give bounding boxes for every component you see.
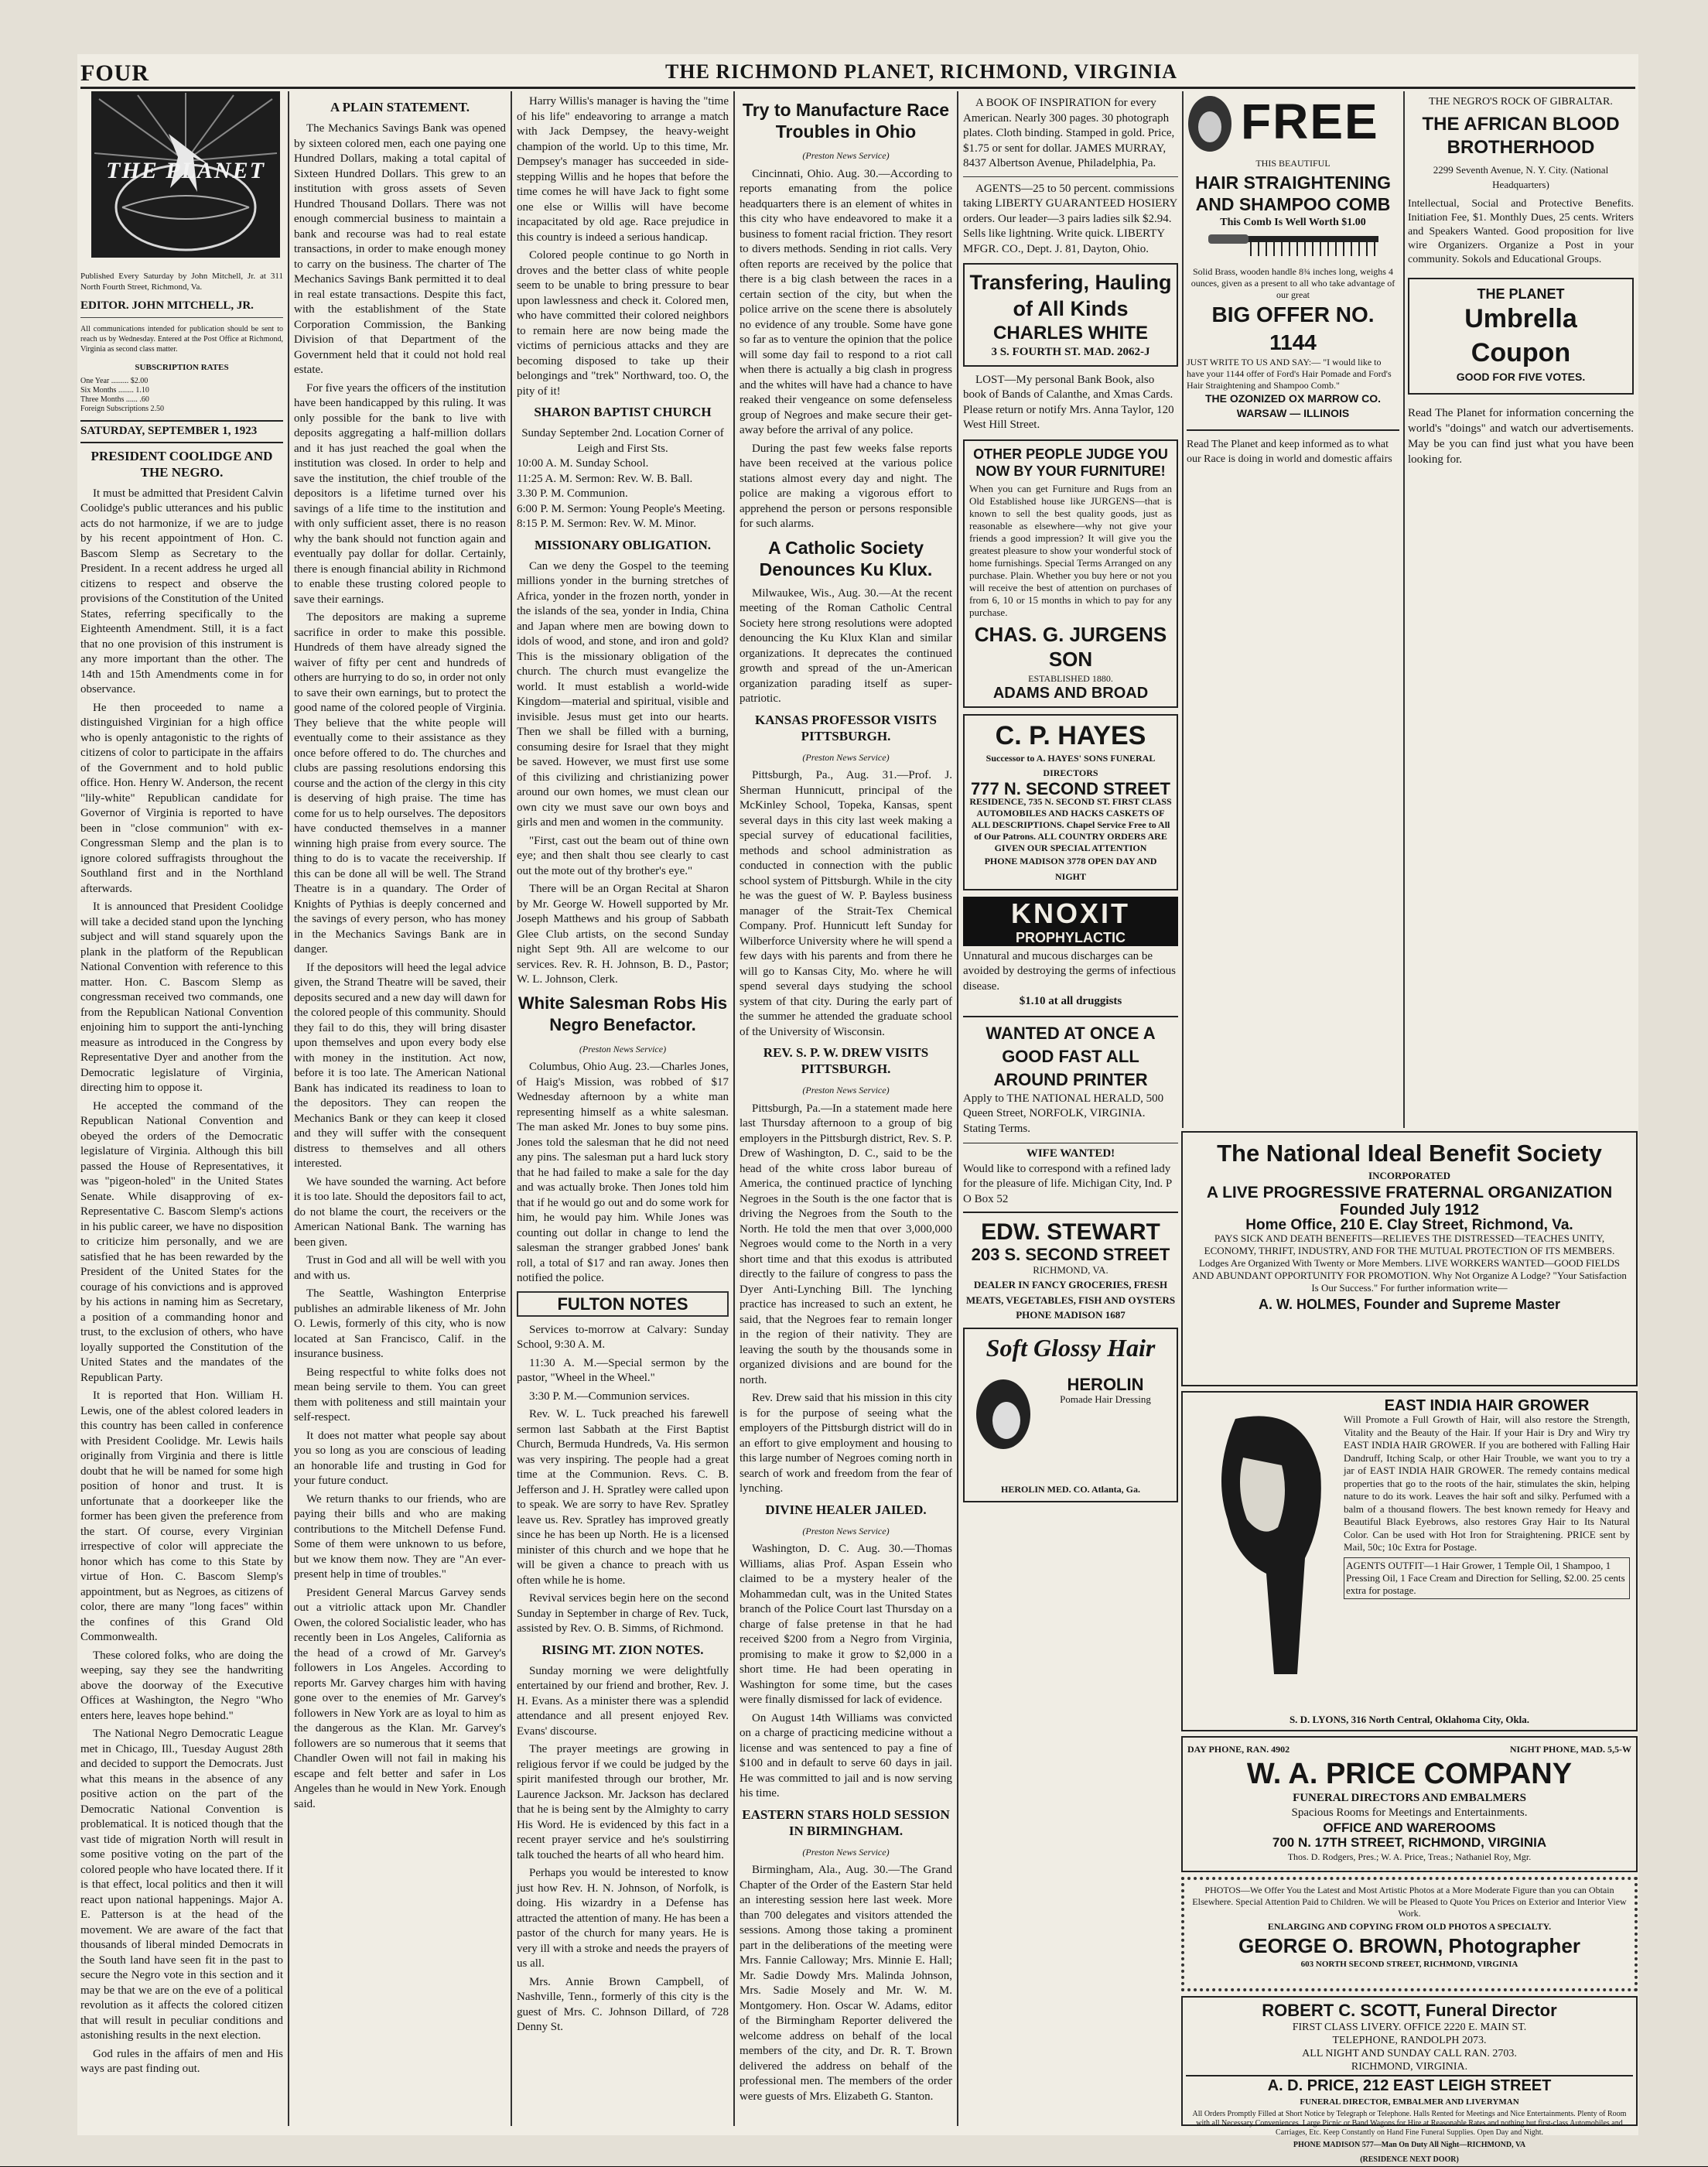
article-title: White Salesman Robs His Negro Benefactor. xyxy=(518,993,728,1034)
planet-info: Read The Planet for information concerning the world's "doings" and watch our advertisements. May be you can find just what you have been looking for. xyxy=(1408,406,1634,466)
rates-title: SUBSCRIPTION RATES xyxy=(135,362,229,372)
wife-title: WIFE WANTED! xyxy=(1026,1147,1115,1160)
news-source: (Preston News Service) xyxy=(579,1043,667,1054)
offer-body: JUST WRITE TO US AND SAY:— "I would like to have your 1144 offer of Ford's Hair Pomade and Ford's Hair Straightening and Shampoo Comb." xyxy=(1187,356,1392,391)
coupon-title: Umbrella Coupon xyxy=(1464,304,1577,367)
page-number: FOUR xyxy=(80,60,149,86)
publisher-line: Published Every Saturday by John Mitchell, Jr. at 311 North Fourth Street, Richmond, Va. xyxy=(80,272,283,292)
herolin-footer: HEROLIN MED. CO. Atlanta, Ga. xyxy=(1000,1484,1140,1495)
price-company-ad xyxy=(1181,1736,1638,1872)
submission-notice: All communications intended for publication should be sent to reach us by Wednesday. Entered at the Post Office at Richmond, Virginia as second class matter. xyxy=(80,324,283,354)
article-title: SHARON BAPTIST CHURCH xyxy=(534,405,712,419)
woman-profile-icon xyxy=(1189,1403,1336,1682)
scott-line-1: FIRST CLASS LIVERY. OFFICE 2220 E. MAIN ST. xyxy=(1292,2022,1527,2033)
woman-portrait-icon xyxy=(1187,94,1233,153)
jurgens-body: When you can get Furniture and Rugs from an Old Established house like JURGENS—that is known to sell the best quality goods, just as reasonable as elsewhere—why not give your friends a good impression? It will give you the greatest pleasure to show your wonderful stock of home furnishings. Special Terms Arranged on any purchase. Plain. Whether you buy here or not you will receive the best of attention on purchases of from 6, 10 or 15 months in which to pay for any purchase. xyxy=(969,482,1172,618)
article-paragraph: It is reported that Hon. William H. Lewis, one of the ablest colored leaders in this country has been called in conference with President Coolidge. Mr. Lewis hails originally from Virginia and there is little doubt that he will be named for some high position of honor and trust. It is unfortunate that a doorkeeper like the former has been given the preference from the start. Of course, every Virginian irrespective of color will appreciate the honor which has come to this State by virtue of Hon. C. Bascom Slemp's appointment, but as Negroes, as citizens of color, there are many "long faces" within the confines of this Grand Old Commonwealth. xyxy=(80,1389,283,1643)
lost-ad: LOST—My personal Bank Book, also book of Bands of Calanthe, and Xmas Cards. Please return or notify Mrs. Anna Taylor, 120 West Hill Street. xyxy=(963,373,1174,431)
article-paragraph: It must be admitted that President Calvin Coolidge's public utterances and his public acts do not harmonize, if we are to judge by his recent appointment of Hon. C. Bascom Slemp as Secretary to the President. In a recent address he urged all citizens to respect and observe the provisions of the Constitution of the United States, referring specifically to the Eighteenth Amendment. Still, it is a fact that no one provision of this instrument is any more important than the other. The 14th and 15th Amendments come in for observance. xyxy=(80,487,283,696)
church-line: 8:15 P. M. Sermon: Rev. W. M. Minor. xyxy=(517,518,696,530)
photo-address: 603 NORTH SECOND STREET, RICHMOND, VIRGINIA xyxy=(1300,1960,1518,1969)
article-paragraph: Cincinnati, Ohio. Aug. 30.—According to reports emanating from the police headquarters there is an element of whites in this city who have endeavored to make it a business to foment racial friction. They resort to divers methods. Sending in riot calls. Very often reports are received by the police that there is a big clash between the races in a certain section of the city, but when the police arrive on the scene there is absolutely no evidence of any trouble. Some have gone so far as to venture the opinion that the police will some day fail to respond to a riot call when there is actually a big clash in progress and the whites will have had a chance to have reaked their vengeance on some defenseless group of Negroes and make secure their get-away before the arrival of any police. xyxy=(740,167,952,436)
rate-line: Three Months ...... .60 xyxy=(80,395,149,404)
rate-line: One Year ......... $2.00 xyxy=(80,377,149,385)
rate-line: Six Months ........ 1.10 xyxy=(80,386,149,395)
column-rule xyxy=(733,91,735,2126)
article-paragraph: For five years the officers of the institution have been handicapped by this ruling. It was only possible for the bank to live with deposits aggregating a half-million dollars and it has just reached the goal when the institution was closed. In order to help and save the institution, the chief trouble of the depositors is a lifetime turned over his savings of a life time to the institution and with only sufficient asset, there is no reason why the bank should not function again and eventually pay dollar for dollar. Certainly, there is enough financial ability in Richmond to enable these trusting colored people to save their earnings. xyxy=(294,381,506,606)
article-paragraph: Rev. W. L. Tuck preached his farewell sermon last Sabbath at the First Baptist Church, Bermuda Hundreds, Va. His sermon was very inspiring. The people had a great time at the Communion. Revs. C. B. Jefferson and J. H. Spratley were called upon to speak. We are sorry to have Rev. Spratley leave us. Rev. Spratley has improved greatly since he has been up North. He is a licensed minister of this church and we hope that he will be given a chance to preach with us often while he is home. xyxy=(517,1408,729,1587)
knoxit-logo: KNOXIT xyxy=(963,897,1178,931)
photo-body: PHOTOS—We Offer You the Latest and Most Artistic Photos at a More Moderate Figure than you can Obtain Elsewhere. Special Attention Paid to Children. We will be Pleased to Quote You Prices on Exterior and Interior View Work. xyxy=(1192,1885,1627,1919)
book-ad: A BOOK OF INSPIRATION for every American. Nearly 300 pages. 30 photograph plates. Cloth binding. Stamped in gold. Price, $1.75 or sent for dollar. JAMES MURRAY, 8437 Albertson Avenue, Philadelphia, Pa. xyxy=(963,97,1175,169)
hayes-name: C. P. HAYES xyxy=(995,720,1146,750)
photo-enlarging: ENLARGING AND COPYING FROM OLD PHOTOS A SPECIALTY. xyxy=(1267,1921,1552,1932)
article-paragraph: Birmingham, Ala., Aug. 30.—The Grand Chapter of the Order of the Eastern Star held an interesting session here last week. More than 700 delegates and visitors attended the sessions. Among those taking a prominent part in the deliberations of the meeting were Mrs. Fannie Calloway; Mrs. Minnie E. Hall; Mr. Sadie Dowdy Mrs. Malinda Johnson, Mrs. Sadie Mosely and Mr. W. M. Montgomery. Hon. Oscar W. Adams, editor of the Birmingham Reporter delivered the welcome address on behalf of the local members of the city, and Dr. R. T. Brown delivered the address on behalf of the professional men. The members of the order were guests of Mrs. Elizabeth G. Stanton. xyxy=(740,1864,952,2103)
jurgens-established: ESTABLISHED 1880. xyxy=(1028,672,1113,684)
article-paragraph: The Seattle, Washington Enterprise publishes an admirable likeness of Mr. John O. Lewis, formerly of this city, who is now located at San Francisco, Calif. in the insurance business. xyxy=(294,1287,506,1360)
east-title: EAST INDIA HAIR GROWER xyxy=(1384,1397,1590,1414)
article-paragraph: Mrs. Annie Brown Campbell, of Nashville, Tenn., formerly of this city is the guest of Mrs. C. Johnson Dillard, of 728 Denny St. xyxy=(517,1975,729,2033)
hauling-address: 3 S. FOURTH ST. MAD. 2062-J xyxy=(991,346,1150,358)
comb-worth: This Comb Is Well Worth $1.00 xyxy=(1220,216,1366,228)
nibs-signature: A. W. HOLMES, Founder and Supreme Master xyxy=(1258,1297,1561,1312)
article-paragraph: Sunday morning we were delightfully entertained by our friend and brother, Rev. J. H. Evans. As a minister there was a splendid attendance and all present enjoyed Rev. Evans' discourse. xyxy=(517,1664,729,1738)
article-paragraph: Revival services begin here on the second Sunday in September in charge of Rev. Tuck, assisted by Rev. O. B. Simms, of Richmond. xyxy=(517,1592,729,1635)
price-company-staff: Thos. D. Rodgers, Pres.; W. A. Price, Treas.; Nathaniel Roy, Mgr. xyxy=(1287,1851,1532,1862)
article-paragraph: The depositors are making a supreme sacrifice in order to make this possible. Hundreds of them have already signed the waiver of fifty per cent and hundreds of others are hurrying to do so, in order not only to save their own earnings, but to protect the good name of the colored people of Virginia. They believe that the white people will eventually come to their assistance as they once before offered to do. The churches and clubs are passing resolutions endorsing this course and the action of the clergy in this city is deserving of high praise. The time has come for us to help ourselves. The depositors have conducted themselves in a manner winning high praise from every source. The thing to do is to vacate the receivership. If this can be done all will be well. The Strand Theatre is in a quandary. The Order of Knights of Pythias is deeply concerned and the savings of every person, who has money in the Mechanics Savings Bank are in danger. xyxy=(294,611,506,955)
article-paragraph: Can we deny the Gospel to the teeming millions yonder in the burning stretches of Africa, yonder in the frozen north, yonder in the islands of the sea, yonder in India, China and Japan where men are bowing down to idols of wood, and stone, and iron and gold? This is the missionary obligation of the church. The church must evangelize the world. It must establish a world-wide Kingdom—material and spiritual, visible and invisible. Jesus must get into our hearts. Then we shall be filled with a burning, consuming desire for Israel that they might be saved. However, we must first use some of this civilizing and christianizing power around our own homes, we must clean our own city we must save our own boys and girls and men and women in the community. xyxy=(517,559,729,829)
article-title: FULTON NOTES xyxy=(517,1291,729,1317)
church-line: Sunday September 2nd. Location Corner of Leigh and First Sts. xyxy=(521,427,724,455)
article-paragraph: 11:30 A. M.—Special sermon by the pastor, "Wheel in the Wheel." xyxy=(517,1356,729,1384)
article-title: MISSIONARY OBLIGATION. xyxy=(535,537,711,552)
column-2 xyxy=(294,94,506,2125)
stewart-ad xyxy=(963,1212,1178,1323)
column-rule xyxy=(1403,91,1405,1128)
hayes-ad xyxy=(963,714,1178,891)
article-paragraph: Services to-morrow at Calvary: Sunday School, 9:30 A. M. xyxy=(517,1323,729,1351)
scott-name: ROBERT C. SCOTT, Funeral Director xyxy=(1262,2001,1557,2020)
article-paragraph: The National Negro Democratic League met in Chicago, Ill., Tuesday August 28th and decided to support the Democrats. Just what this means in the absence of any positive action on the part of the Democratic National Convention is problematical. It is noticed though that the vast tide of migration North will result in some positive voting on the part of the colored people who have located there. If it is that effect, local politics and then it will react upon national happenings. Major A. E. Patterson is at the head of the movement. We are aware of the fact that thousands of liberal minded Democrats in the South land have seen fit in the past to secure the Negro vote in this section and it may be that we are on the eve of a political revolution as it affects the colored citizen that will result in peculiar conditions and astonishing results in the next election. xyxy=(80,1728,283,2042)
offer-city: WARSAW — ILLINOIS xyxy=(1236,407,1350,419)
nibs-org: A LIVE PROGRESSIVE FRATERNAL ORGANIZATION xyxy=(1206,1184,1613,1201)
church-line: 10:00 A. M. Sunday School. xyxy=(517,457,649,470)
column-rule xyxy=(511,91,512,2126)
adprice-name: A. D. PRICE, 212 EAST LEIGH STREET xyxy=(1186,2075,1633,2095)
column-3 xyxy=(517,94,729,2125)
gibraltar-title: THE NEGRO'S ROCK OF GIBRALTAR. xyxy=(1429,96,1613,108)
price-company-subtitle: FUNERAL DIRECTORS AND EMBALMERS xyxy=(1293,1792,1526,1804)
issue-date: SATURDAY, SEPTEMBER 1, 1923 xyxy=(80,420,283,443)
article-paragraph: Trust in God and all will be well with you and with us. xyxy=(294,1254,506,1282)
stewart-address: 203 S. SECOND STREET xyxy=(971,1245,1170,1264)
bottom-ads xyxy=(1181,1996,1638,2164)
news-source: (Preston News Service) xyxy=(802,150,890,161)
east-india-ad xyxy=(1181,1391,1638,1731)
article-paragraph: Being respectful to white folks does not mean being servile to them. You can greet them with politeness and still maintain your self-respect. xyxy=(294,1365,506,1424)
adprice-body: All Orders Promptly Filled at Short Notice by Telegraph or Telephone. Halls Rented for Meetings and Nice Entertainments. Plenty of Room with all Necessary Conveniences. Large Picnic or Band Wagons for Hire at Reasonable Rates and nothing but first-class Automobiles and Carriages, Etc. Keep Constantly on Hand Fine Funeral Supplies. Open Day and Night. xyxy=(1192,2110,1627,2137)
article-paragraph: Colored people continue to go North in droves and the better class of white people seem to be unable to bring pressure to bear upon lawlessness and check it. Colored men, who have committed their colored neighbors to remain here are now being made the victims of pernicious attacks and they are becoming disposed to take up their belongings and "trek" Northward, too. O, the pity of it! xyxy=(517,249,729,398)
column-7 xyxy=(1408,94,1634,1123)
wife-ad xyxy=(963,1143,1178,1207)
printer-ad xyxy=(963,1016,1178,1137)
article-title: A Catholic Society Denounces Ku Klux. xyxy=(759,537,933,579)
adprice-subtitle: FUNERAL DIRECTOR, EMBALMER AND LIVERYMAN xyxy=(1300,2097,1519,2107)
article-paragraph: He accepted the command of the Republican National Convention and obeyed the orders of the Democratic legislature of Virginia. Although this bill passed the House of Representatives, it was "pigeon-holed" in the United States Senate. While disapproving of ex-Representative C. Bascom Slemp's actions in his public career, we have no disposition to criticize him personally, and we are satisfied that he has been rewarded by the President of the United States for the courage of his convictions and is approved by his actions in naming him as Secretary, a position of a commanding honor and trust, to the exclusion of others, who have loyally supported the Constitution of the United States and the mandates of the Republican Party. xyxy=(80,1099,283,1384)
column-rule xyxy=(288,91,289,2126)
nibs-body: PAYS SICK AND DEATH BENEFITS—RELIEVES THE DISTRESSED—TEACHES UNITY, ECONOMY, THRIFT, INDUSTRY, AND FOR THE MUTUAL PROTECTION OF ITS MEMBERS. Lodges Are Organized With Twenty or More Members. LIVE WORKERS WANTED—GOOD FIELDS AND ABUNDANT OPPORTUNITY FOR PROMOTION. Why Not Organize A Lodge? "Your Satisfaction Is Our Success." For further information write— xyxy=(1192,1232,1627,1294)
agents-ad: AGENTS—25 to 50 percent. commissions taking LIBERTY GUARANTEED HOSIERY orders. Our leader—3 pairs ladies silk $2.94. Sells like lightning. Write quick. LIBERTY MFGR. CO., Dept. J. 81, Dayton, Ohio. xyxy=(963,182,1177,255)
article-paragraph: It is announced that President Coolidge will take a decided stand upon the lynching subject and will stand squarely upon the plank in the platform of the Republican National Convention with reference to this matter. Hon. C. Bascom Slemp as congressman received two commands, one from the Republican National Convention enjoining him to support the anti-lynching measure as introduced in the Congress by Representative Dyer and another from the Democratic legislature of Virginia, directing him to oppose it. xyxy=(80,901,283,1094)
comb-title: HAIR STRAIGHTENING AND SHAMPOO COMB xyxy=(1195,172,1391,214)
article-paragraph: On August 14th Williams was convicted on a charge of practicing medicine without a license and was sentenced to pay a fine of $100 and in default to serve 60 days in jail. He was committed to jail and is now serving his time. xyxy=(740,1711,952,1800)
masthead-logo xyxy=(91,91,280,258)
news-source: (Preston News Service) xyxy=(802,1846,890,1858)
photo-name: GEORGE O. BROWN, Photographer xyxy=(1238,1934,1580,1957)
article-paragraph: Milwaukee, Wis., Aug. 30.—At the recent meeting of the Roman Catholic Central Society here strong resolutions were adopted denouncing the Ku Klux Klan and similar organizations. It deprecates the continued growth and spread of the un-American organization parading itself as super-patriotic. xyxy=(740,586,952,705)
article-paragraph: We return thanks to our friends, who are paying their bills and who are making contributions to the Mitchell Defense Fund. Some of them were unknown to us before, but we know them now. They are "An ever-present help in time of troubles." xyxy=(294,1492,506,1581)
news-source: (Preston News Service) xyxy=(802,751,890,763)
article-paragraph: Rev. Drew said that his mission in this city is for the purpose of seeing what the employers of the Pittsburgh district will do in an effort to give employment and housing to this large number of Negroes coming north in search of work and freedom from the fear of lynching. xyxy=(740,1392,952,1495)
knoxit-price: $1.10 at all druggists xyxy=(1019,995,1122,1007)
running-title: THE RICHMOND PLANET, RICHMOND, VIRGINIA xyxy=(665,60,1178,83)
masthead-title: THE PLANET xyxy=(106,158,265,183)
header-rule xyxy=(80,87,1635,89)
article-paragraph: Columbus, Ohio Aug. 23.—Charles Jones, of Haig's Mission, was robbed of $17 Wednesday afternoon by a white man representing himself as a white salesman. The man asked Mr. Jones to buy some pins. Jones told the salesman that he did not need any pins. The salesman put a hard luck story that he had failed to make a sale for the day and was actually broke. Then Jones told him that if he would go out and do some work for him, he would pay him. While Jones was counting out dollar in change to lend the salesman the stranger grabbed Jones' bank roll, a total of $17 and ran away. Jones then notified the police. xyxy=(517,1061,729,1284)
article-title: RISING MT. ZION NOTES. xyxy=(541,1642,704,1657)
hauling-title: Transfering, Hauling of All Kinds xyxy=(969,271,1172,320)
news-source: (Preston News Service) xyxy=(802,1085,890,1095)
article-paragraph: These colored folks, who are doing the weeping, say they see the handwriting above the doorway of the Executive Offices at Washington, the Negro "Who enters here, leaves hope behind." xyxy=(80,1649,283,1722)
scott-line-3: ALL NIGHT AND SUNDAY CALL RAN. 2703. xyxy=(1302,2048,1517,2059)
coupon-header: THE PLANET xyxy=(1477,285,1565,302)
article-paragraph: Pittsburgh, Pa., Aug. 31.—Prof. J. Sherman Hunnicutt, principal of the McKinley School, Topeka, Kansas, spent several days in this city last week making a special survey of educational facilities, methods and school administration as conducted in connection with the public school system of Pittsburgh. While in the city he was the guest of W. P. Bayless business manager of the Strait-Tex Chemical Company. Prof. Hunnicutt left Sunday for Wilberforce University where he will spend a few days with his parents and from there he will go to Kansas City, Mo. where he will spend several days studying the school system of that city. During the early part of the summer he attended the graduate school of the University of Wisconsin. xyxy=(740,769,952,1038)
rate-line: Foreign Subscriptions 2.50 xyxy=(80,405,165,413)
article-paragraph: "First, cast out the beam out of thine own eye; and then shalt thou see clearly to cast out the mote out of thy brother's eye." xyxy=(517,834,729,877)
price-company-address: 700 N. 17TH STREET, RICHMOND, VIRGINIA xyxy=(1272,1835,1547,1850)
article-paragraph: It does not matter what people say about you so long as you are conscious of leading an honorable life and trusting in God for your future conduct. xyxy=(294,1429,506,1487)
article-paragraph: If the depositors will heed the legal advice given, the Strand Theatre will be saved, their deposits secured and a new day will dawn for the colored people of this community. Should they fail to do this, they will bring disaster upon themselves and upon every body else with money in the institution. Act now, before it is too late. The American National Bank has indicated its readiness to loan to the depositors. They can reopen the Mechanics Bank or they can keep it closed and they will suffer with the consequent distress to themselves and all others interested. xyxy=(294,961,506,1170)
photographer-ad xyxy=(1181,1877,1638,1991)
nibs-incorporated: INCORPORATED xyxy=(1368,1170,1450,1181)
article-paragraph: He then proceeded to name a distinguished Virginian for a high office who is openly antagonistic to the rights of citizens of color to participate in the affairs of the Government and to hold public office. Hon. Henry W. Anderson, the recent "lily-white" Republican candidate for Governor of Virginia is reported to have been in "close communion" with ex-Congressman Slemp and the plan is to ignore colored suffragists throughout the Southland first and in the Northland afterwards. xyxy=(80,701,283,895)
jurgens-headline: OTHER PEOPLE JUDGE YOU NOW BY YOUR FURNITURE! xyxy=(973,446,1168,479)
east-footer: S. D. LYONS, 316 North Central, Oklahoma City, Okla. xyxy=(1289,1714,1530,1725)
umbrella-coupon[interactable] xyxy=(1408,278,1634,395)
article-paragraph: The Mechanics Savings Bank was opened by sixteen colored men, each one paying one Hundred Dollars, making a total capital of Sixteen Hundred Dollars. This grew to an institution with gross assets of Seven Hundred Thousand Dollars. There was not enough commercial business to maintain a bank and recourse was had to real estate transactions, in order to make enough money to carry on the business. The charter of The Mechanics Savings Bank permitted it to deal in real estate transactions. Despite this fact, with the establishment of the State Corporation Commission, the Banking Division of that Department of the Government held that it could not hold real estate. xyxy=(294,122,506,376)
free-subtitle: THIS BEAUTIFUL xyxy=(1255,158,1331,169)
jurgens-address: ADAMS AND BROAD xyxy=(992,685,1149,702)
gibraltar-address: 2299 Seventh Avenue, N. Y. City. (National Headquarters) xyxy=(1433,163,1609,190)
article-paragraph: Harry Willis's manager is having the "time of his life" endeavoring to arrange a match with Jack Dempsey, the heavy-weight champion of the world. Up to this time, Mr. Dempsey's manager has succeeded in side-stepping Willis and he hopes that before the time comes he will have Jack to fight some one else or Willis will have become incapacitated by old age. Race prejudice in this country is indeed a serious handicap. xyxy=(517,95,729,244)
jurgens-ad xyxy=(963,439,1178,708)
offer-title: BIG OFFER NO. 1144 xyxy=(1211,302,1375,354)
price-company-name: W. A. PRICE COMPANY xyxy=(1246,1758,1573,1790)
herolin-subtitle: Pomade Hair Dressing xyxy=(1060,1393,1151,1405)
article-title: DIVINE HEALER JAILED. xyxy=(765,1502,927,1517)
day-phone: DAY PHONE, RAN. 4902 xyxy=(1187,1744,1290,1755)
free-comb-header xyxy=(1187,94,1399,156)
article-paragraph: The prayer meetings are growing in religious fervor if we could be judged by the spirit manifested through our brother, Mr. Laurence Jackson. Mr. Jackson has declared that he is being sent by the Almighty to carry His Word. He is evidenced by this fact in a recent prayer service and he's soulstirring talk touched the hearts of all who heard him. xyxy=(517,1743,729,1861)
editor-line: EDITOR. JOHN MITCHELL, JR. xyxy=(80,299,283,318)
gibraltar-name: THE AFRICAN BLOOD BROTHERHOOD xyxy=(1422,113,1620,158)
hauling-ad xyxy=(963,263,1178,367)
east-body: Will Promote a Full Growth of Hair, will also restore the Strength, Vitality and the Beauty of the Hair. If your Hair is Dry and Wiry try EAST INDIA HAIR GROWER. If you are bothered with Falling Hair Dandruff, Itching Scalp, or other Hair Trouble, we want you to try a jar of EAST INDIA HAIR GROWER. The remedy contains medical properties that go to the roots of the hair, stimulates the skin, helping nature to do its work. Leaves the hair soft and silky. Perfumed with a balm of a thousand flowers. The best known remedy for Heavy and Beautiful Black Eyebrows, also restores Gray Hair to Its Natural Color. Can be used with Hot Iron for Straightening. PRICE sent by Mail, 50c; 10c Extra for Postage. xyxy=(1344,1413,1630,1553)
read-planet-ad: Read The Planet and keep informed as to what our Race is doing in world and domestic affairs xyxy=(1187,429,1399,467)
column-rule xyxy=(1182,91,1184,1128)
article-paragraph: During the past few weeks false reports have been received at the various police stations almost every day and night. The police are making a vigorous effort to apprehend the person or persons responsible for such alarms. xyxy=(740,442,952,530)
gibraltar-body: Intellectual, Social and Protective Benefits. Initiation Fee, $1. Monthly Dues, 25 cents. Writers and Speakers Wanted. Good proposition for live wire Organizers. Organize a Post in your community. Sokols and Educational Groups. xyxy=(1408,197,1634,265)
adprice-phone: PHONE MADISON 577—Man On Duty All Night—RICHMOND, VA xyxy=(1293,2141,1526,2149)
column-1 xyxy=(80,271,283,2128)
price-company-rooms: Spacious Rooms for Meetings and Entertainments. xyxy=(1291,1806,1528,1819)
article-title: Try to Manufacture Race Troubles in Ohio xyxy=(742,100,950,142)
knoxit-ad xyxy=(963,897,1178,1010)
free-headline: FREE xyxy=(1241,94,1379,149)
nibs-ad xyxy=(1181,1131,1638,1386)
church-line: 3.30 P. M. Communion. xyxy=(517,487,628,500)
article-title: A PLAIN STATEMENT. xyxy=(330,100,470,115)
scott-line-2: TELEPHONE, RANDOLPH 2073. xyxy=(1332,2035,1487,2046)
nibs-office: Home Office, 210 E. Clay Street, Richmond, Va. xyxy=(1245,1217,1573,1233)
article-title: PRESIDENT COOLIDGE AND THE NEGRO. xyxy=(91,448,273,480)
herolin-name: HEROLIN xyxy=(1067,1374,1144,1394)
hayes-address: 777 N. SECOND STREET xyxy=(971,778,1170,798)
jurgens-name: CHAS. G. JURGENS SON xyxy=(974,622,1167,671)
coupon-subtitle: GOOD FOR FIVE VOTES. xyxy=(1456,371,1586,383)
herolin-ad xyxy=(963,1328,1178,1502)
news-source: (Preston News Service) xyxy=(802,1525,890,1536)
article-paragraph: There will be an Organ Recital at Sharon by Mr. George W. Howell supported by Mr. Joseph Matthews and his group of Sabbath Glee Club artists, on the second Sunday night Sept 9th. All are welcome to our services. Rev. R. H. Johnson, B. D., Pastor; W. L. Johnson, Clerk. xyxy=(517,883,729,986)
price-company-office: OFFICE AND WAREROOMS xyxy=(1323,1820,1496,1835)
church-line: 11:25 A. M. Sermon: Rev. W. B. Ball. xyxy=(517,472,693,485)
scott-line-4: RICHMOND, VIRGINIA. xyxy=(1351,2061,1468,2073)
scott-and-adprice xyxy=(1181,1996,1638,2164)
nibs-title: The National Ideal Benefit Society xyxy=(1217,1140,1602,1167)
article-title: EASTERN STARS HOLD SESSION IN BIRMINGHAM. xyxy=(742,1806,950,1838)
article-title: KANSAS PROFESSOR VISITS PITTSBURGH. xyxy=(755,712,937,743)
printer-body: Apply to THE NATIONAL HERALD, 500 Queen Street, NORFOLK, VIRGINIA. Stating Terms. xyxy=(963,1092,1164,1135)
stewart-city: RICHMOND, VA. xyxy=(1033,1263,1108,1276)
article-title: REV. S. P. W. DREW VISITS PITTSBURGH. xyxy=(763,1045,929,1076)
column-5-ads xyxy=(963,94,1178,2125)
woman-portrait-icon xyxy=(972,1376,1034,1453)
hauling-name: CHARLES WHITE xyxy=(993,323,1148,344)
herolin-headline: Soft Glossy Hair xyxy=(986,1333,1156,1362)
article-paragraph: Washington, D. C. Aug. 30.—Thomas Williams, alias Prof. Aspan Essein who claimed to be a mystery healer of the Mohammedan cult, was in the United States branch of the Police Court last Thursday on a charge of false pretense in that he had received $200 from a Negro from Virginia, promising to make it grow to $2,000 in a short time. He had been operating in Washington for some time, but the cases were finally dismissed for lack of evidence. xyxy=(740,1543,952,1706)
nibs-founded: Founded July 1912 xyxy=(1339,1201,1480,1219)
article-paragraph: President General Marcus Garvey sends out a vitriolic attack upon Mr. Chandler Owen, the colored Socialistic leader, who has recently been in Los Angeles, California as the head of a crowd of Mr. Garvey's followers in Los Angeles. According to reports Mr. Garvey charges him with having gone over to the enemies of Mr. Garvey's followers in New York are as loyal to him as the dangerous as the Klan. Mr. Garvey's followers are so numerous that it seems that Chandler Owen will not fail in making his escape and felt better and safer in Los Angeles than he would in New York. Enough said. xyxy=(294,1586,506,1810)
church-line: 6:00 P. M. Sermon: Young People's Meeting. xyxy=(517,502,726,515)
offer-company: THE OZONIZED OX MARROW CO. xyxy=(1204,391,1382,405)
comb-icon xyxy=(1201,230,1386,261)
article-paragraph: 3:30 P. M.—Communion services. xyxy=(529,1389,690,1403)
east-agents: AGENTS OUTFIT—1 Hair Grower, 1 Temple Oil, 1 Shampoo, 1 Pressing Oil, 1 Face Cream and Direction for Selling, $2.00. 25 cents extra for postage. xyxy=(1344,1557,1630,1599)
hayes-subtitle: Successor to A. HAYES' SONS FUNERAL DIRECTORS xyxy=(986,752,1156,778)
article-paragraph: God rules in the affairs of men and His ways are past finding out. xyxy=(80,2047,283,2075)
stewart-body: DEALER IN FANCY GROCERIES, FRESH MEATS, VEGETABLES, FISH AND OYSTERS xyxy=(965,1279,1176,1306)
adprice-residence: (RESIDENCE NEXT DOOR) xyxy=(1360,2155,1459,2164)
hayes-body: RESIDENCE, 735 N. SECOND ST. FIRST CLASS AUTOMOBILES AND HACKS CASKETS OF ALL DESCRIPTIONS. Chapel Service Free to All of Our Patrons. ALL COUNTRY ORDERS ARE GIVEN OUR SPECIAL ATTENTION xyxy=(969,796,1172,853)
column-4 xyxy=(740,94,952,2125)
stewart-name: EDW. STEWART xyxy=(981,1219,1160,1245)
stewart-phone: PHONE MADISON 1687 xyxy=(1016,1309,1126,1321)
comb-body: Solid Brass, wooden handle 8¾ inches long, weighs 4 ounces, given as a present to all who take advantage of our great xyxy=(1190,265,1395,300)
night-phone: NIGHT PHONE, MAD. 5,5-W xyxy=(1509,1744,1631,1755)
column-rule xyxy=(957,91,958,2126)
printer-title: WANTED AT ONCE A GOOD FAST ALL AROUND PRINTER xyxy=(986,1023,1156,1089)
knoxit-body: Unnatural and mucous discharges can be avoided by destroying the germs of infectious disease. xyxy=(963,949,1176,993)
column-6-ads xyxy=(1187,94,1399,1123)
article-paragraph: Perhaps you would be interested to know just how Rev. H. N. Johnson, of Norfolk, is doing. His wizardry in a Defense has attracted the attention of many. He has been a pastor of the church for many years. He is very ill with a stroke and needs the prayers of us all. xyxy=(517,1867,729,1970)
article-paragraph: We have sounded the warning. Act before it is too late. Should the depositors fail to act, do not blame the court, the receivers or the American National Bank. The warning has been given. xyxy=(294,1175,506,1249)
knoxit-subtitle: PROPHYLACTIC xyxy=(963,931,1178,946)
wife-body: Would like to correspond with a refined lady for the pleasure of life. Michigan City, Ind. P O Box 52 xyxy=(963,1162,1172,1205)
article-paragraph: Pittsburgh, Pa.—In a statement made here last Thursday afternoon to a group of big employers in the Pittsburgh district, Rev. S. P. Drew of Washington, D. C., said to be the head of the white cross labor bureau of America, the continued practice of lynching Negroes in the South is the one factor that is driving the Negroes from the South to the North. He told the men that over 3,000,000 Negroes would come to the North in a very short time and that this exodus is attributed directly to the failure of congress to pass the Dyer Anti-Lynching Bill. The lynching practice has increased to such an extent, he said, that the Negroes fear to remain longer in the region of their nativity. They are leaving the south by the thousands some in organized divisions and are bound for the north. xyxy=(740,1102,953,1386)
hayes-phone: PHONE MADISON 3778 OPEN DAY AND NIGHT xyxy=(984,856,1157,882)
